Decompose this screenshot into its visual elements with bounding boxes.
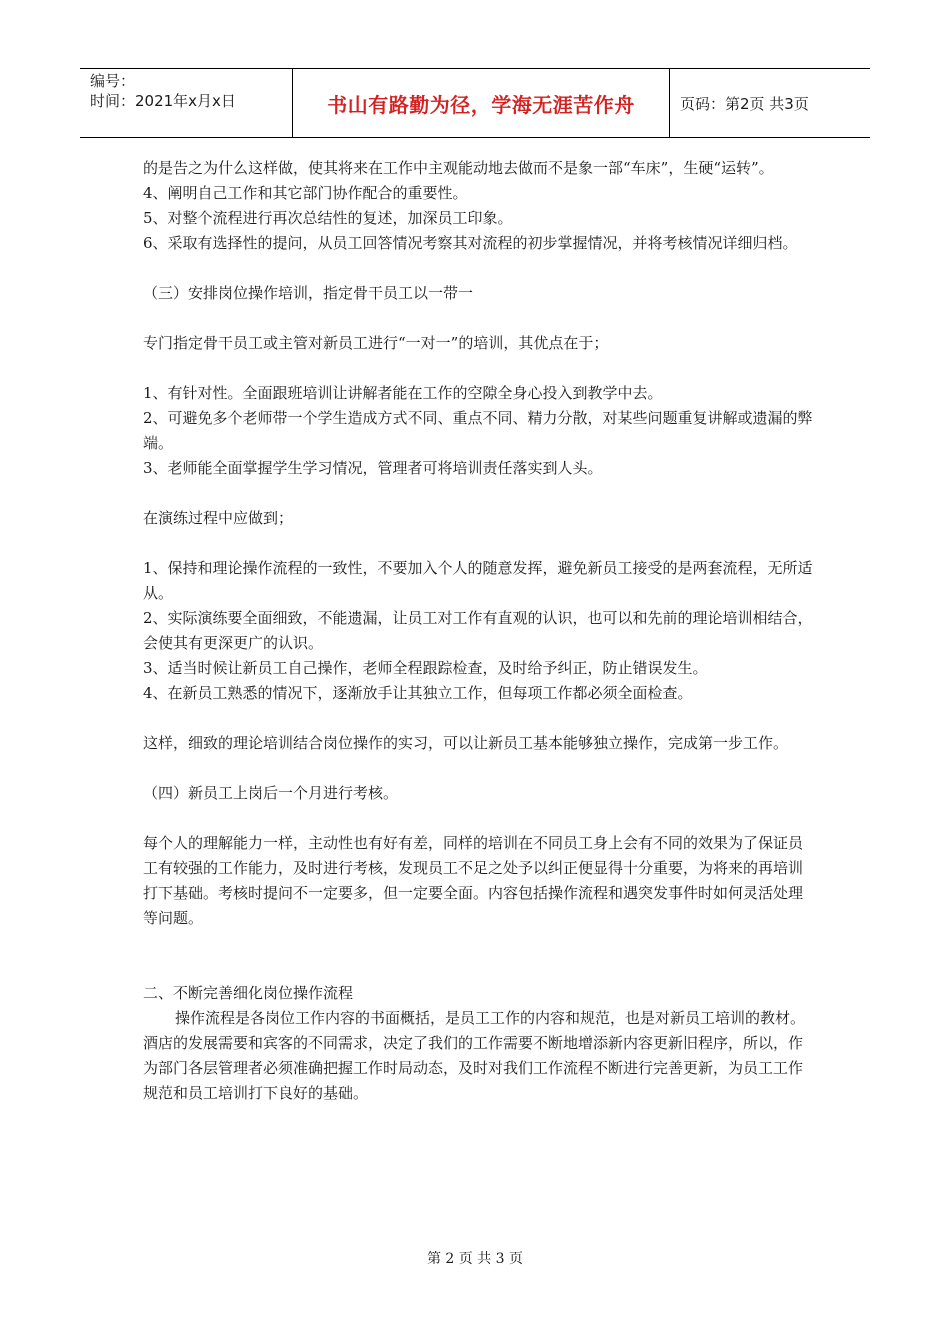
list-item: 1、有针对性。全面跟班培训让讲解者能在工作的空隙全身心投入到教学中去。 (143, 384, 663, 402)
list-item: 4、在新员工熟悉的情况下，逐渐放手让其独立工作，但每项工作都必须全面检查。 (143, 684, 693, 702)
list-item: 5、对整个流程进行再次总结性的复述，加深员工印象。 (143, 209, 513, 227)
paragraph: 的是告之为什么这样做，使其将来在工作中主观能动地去做而不是象一部“车床”，生硬“运转”。 (143, 159, 774, 177)
list-item: 2、实际演练要全面细致，不能遗漏，让员工对工作有直观的认识，也可以和先前的理论培训相结合，会使其有更深更广的认识。 (143, 609, 813, 652)
paragraph: 每个人的理解能力一样，主动性也有好有差，同样的培训在不同员工身上会有不同的效果为了保证员工有较强的工作能力，及时进行考核，发现员工不足之处予以纠正便显得十分重要，为将来的再培训打下基础。考核时提问不一定要多，但一定要全面。内容包括操作流程和遇突发事件时如何灵活处理等问题。 (143, 834, 804, 927)
header-meta-cell (80, 69, 293, 137)
section-heading: （四）新员工上岗后一个月进行考核。 (143, 784, 399, 802)
document-body (143, 156, 813, 1106)
list-item: 2、可避免多个老师带一个学生造成方式不同、重点不同、精力分散，对某些问题重复讲解或遗漏的弊端。 (143, 409, 813, 452)
list-item: 3、老师能全面掌握学生学习情况，管理者可将培训责任落实到人头。 (143, 459, 603, 477)
list-item: 6、采取有选择性的提问，从员工回答情况考察其对流程的初步掌握情况，并将考核情况详细归档。 (143, 234, 798, 252)
list-item: 1、保持和理论操作流程的一致性，不要加入个人的随意发挥，避免新员工接受的是两套流程，无所适从。 (143, 559, 813, 602)
paragraph: 操作流程是各岗位工作内容的书面概括，是员工工作的内容和规范，也是对新员工培训的教材。酒店的发展需要和宾客的不同需求，决定了我们的工作需要不断地增添新内容更新旧程序，所以，作为部门各层管理者必须准确把握工作时局动态，及时对我们工作流程不断进行完善更新，为员工工作规范和员工培训打下良好的基础。 (143, 1009, 806, 1102)
section-heading: （三）安排岗位操作培训，指定骨干员工以一带一 (143, 284, 474, 302)
section-heading: 二、不断完善细化岗位操作流程 (143, 984, 354, 1002)
serial-number-label: 编号： (90, 72, 136, 90)
paragraph: 专门指定骨干员工或主管对新员工进行“一对一”的培训，其优点在于； (143, 334, 609, 352)
list-item: 4、阐明自己工作和其它部门协作配合的重要性。 (143, 184, 468, 202)
document-header (80, 68, 870, 138)
page-footer: 第 2 页 共 3 页 (426, 1251, 524, 1267)
paragraph: 这样，细致的理论培训结合岗位操作的实习，可以让新员工基本能够独立操作，完成第一步工作。 (143, 734, 789, 752)
header-page-info: 页码：第2页 共3页 (680, 94, 809, 113)
header-motto: 书山有路勤为径，学海无涯苦作舟 (293, 69, 670, 137)
list-item: 3、适当时候让新员工自己操作，老师全程跟踪检查，及时给予纠正，防止错误发生。 (143, 659, 708, 677)
date-label: 时间：2021年x月x日 (90, 92, 236, 110)
paragraph: 在演练过程中应做到； (143, 509, 294, 527)
